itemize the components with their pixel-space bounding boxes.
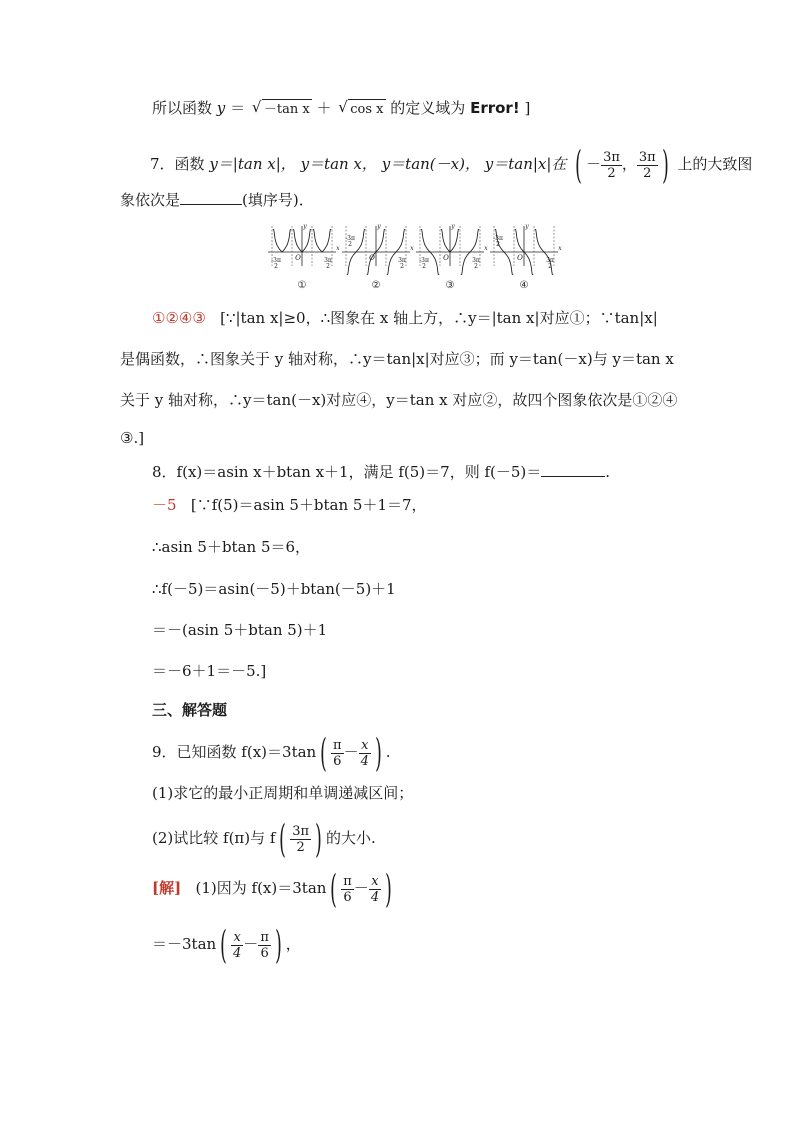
tick-label-right: 3π: [398, 257, 406, 264]
frac-pi-6: $\frac{\pi}{6}$: [343, 873, 352, 905]
answer-7-text-2: 是偶函数，∴图象关于 y 轴对称，∴y＝tan|x|对应③；而 y＝tan(－x)与 y＝tan x: [120, 350, 674, 368]
tick-den-right: 2: [400, 263, 404, 270]
answer-8-line-4: [152, 620, 327, 640]
tick-label-left: -3π: [271, 257, 281, 264]
answer-blank-8: [541, 462, 605, 477]
question-8-line: [152, 462, 610, 482]
answer-7-key: ①②④③: [152, 309, 206, 327]
tick-label-right: 3π: [324, 257, 332, 264]
y-axis-label: y: [525, 223, 529, 230]
frac-x-4: $\frac{x}{4}$: [370, 873, 380, 905]
var-y: y: [216, 99, 226, 117]
q8-text: 8．f(x)＝asin x＋btan x＋1，满足 f(5)＝7，则 f(－5)＝: [152, 463, 542, 481]
paren-left: (: [575, 143, 582, 187]
section-3-heading: 三、解答题: [152, 701, 228, 719]
text: 所以函数: [152, 99, 213, 117]
origin-label: O: [369, 254, 375, 262]
question-7-line-1: 7．函数 y＝|tan x|， y＝tan x， y＝tan(－x)， y＝tan|x|在 ( － $\frac{3\pi}{2}$ ， $\frac{3\pi}{2}$ ) 上的大致图: [150, 143, 753, 187]
eq: ＝: [230, 99, 246, 117]
paren-right: ): [315, 817, 322, 861]
y-axis-label: y: [451, 223, 455, 230]
paren-right: ): [661, 143, 669, 187]
tick-label-left: -3π: [493, 235, 503, 242]
question-9-part-2: (2)试比较 f(π)与 f ( $\frac{3\pi}{2}$ ) 的大小.: [152, 817, 376, 861]
graph-label-3: ③: [445, 280, 455, 291]
text: 的定义域为: [390, 99, 466, 117]
tick-den-right: 2: [326, 263, 330, 270]
q7-line2a: 象依次是: [120, 191, 181, 209]
tick-den-right: 2: [548, 263, 552, 270]
paren-left: (: [279, 817, 287, 861]
minus: －: [586, 155, 602, 173]
answer-8-text-1: [∵f(5)＝asin 5＋btan 5＋1＝7，: [190, 496, 427, 514]
origin-label: O: [295, 254, 301, 262]
answer-8-line-1: [152, 495, 427, 515]
f1: y＝|tan x|，: [209, 155, 296, 173]
q9-stem-a: 9．已知函数 f(x)＝3tan: [152, 743, 317, 761]
x-axis-label: x: [336, 245, 340, 252]
answer-7-line-3: [120, 390, 677, 410]
tick-den-left: 2: [348, 241, 352, 248]
f2: y＝tan x，: [300, 155, 377, 173]
paren-right: ): [374, 731, 382, 775]
paren-left: (: [220, 923, 227, 967]
x-axis-label: x: [484, 245, 488, 252]
answer-8-line-3: [152, 579, 396, 599]
answer-7-line-4: [120, 428, 144, 448]
paren-left: (: [330, 867, 338, 911]
q8-end: .: [605, 463, 611, 481]
question-9-stem: 9．已知函数 f(x)＝3tan ( $\frac{\pi}{6}$ － $\frac{x}{4}$ ) .: [152, 731, 391, 775]
answer-8-text-4: ＝－(asin 5＋btan 5)＋1: [152, 621, 328, 639]
q7-line2b: (填序号)．: [242, 191, 314, 209]
answer-8-text-2: ∴asin 5＋btan 5＝6，: [152, 538, 311, 556]
frac-3pi-2: $\frac{3\pi}{2}$: [638, 149, 656, 181]
q7-graphs-figure: [264, 222, 560, 292]
tick-label-left: -3π: [345, 235, 355, 242]
paren-right: ): [385, 867, 392, 911]
answer-7-text-4: ③.]: [120, 429, 145, 447]
domain-conclusion-line: [152, 98, 530, 120]
frac-pi-6: $\frac{\pi}{6}$: [333, 737, 342, 769]
x-axis-label: x: [558, 245, 562, 252]
origin-label: O: [443, 254, 449, 262]
answer-7-line-1: [152, 308, 658, 328]
graphs-svg: [264, 222, 560, 292]
tick-label-right: 3π: [472, 257, 480, 264]
answer-8-line-5: [152, 661, 266, 681]
solution-9-line-2: ＝－3tan ( $\frac{x}{4}$ － $\frac{\pi}{6}$ ) ，: [152, 923, 301, 967]
sqrt-neg-tan: √ －tan x: [262, 99, 312, 120]
answer-7-line-2: [120, 349, 674, 369]
error-text: Error!: [470, 99, 520, 117]
frac-x-4: $\frac{x}{4}$: [360, 737, 369, 769]
answer-8-key: －5: [152, 496, 177, 514]
question-7-line-2: [120, 190, 314, 210]
answer-8-text-3: ∴f(－5)＝asin(－5)＋btan(－5)＋1: [152, 580, 396, 598]
y-axis-label: y: [303, 223, 307, 230]
bracket-end: ]: [524, 99, 531, 117]
q7-number: 7．函数: [150, 155, 205, 173]
answer-7-text-3: 关于 y 轴对称，∴y＝tan(－x)对应④，y＝tan x 对应②，故四个图象依次是①②④: [120, 391, 678, 409]
frac-pi-6: $\frac{\pi}{6}$: [260, 929, 269, 961]
question-9-part-1: (1)求它的最小正周期和单调递减区间；: [152, 784, 414, 802]
answer-blank: [180, 190, 242, 205]
tick-den-left: 2: [496, 241, 500, 248]
tick-den-left: 2: [422, 263, 426, 270]
x-axis-label: x: [410, 245, 414, 252]
graph-label-1: ①: [297, 280, 307, 291]
solution-tag: [解]: [152, 879, 182, 897]
paren-right: ): [274, 923, 282, 967]
y-axis-label: y: [377, 223, 381, 230]
answer-8-line-2: [152, 537, 310, 557]
tick-label-right: 3π: [546, 257, 554, 264]
f4: y＝tan|x|在: [484, 155, 567, 173]
q7-after: 上的大致图: [677, 155, 753, 173]
tick-den-left: 2: [274, 263, 278, 270]
tick-den-right: 2: [474, 263, 478, 270]
answer-7-text-1: [∵|tan x|≥0，∴图象在 x 轴上方，∴y＝|tan x|对应①；∵tan|x|: [220, 309, 658, 327]
tick-label-left: -3π: [419, 257, 429, 264]
answer-8-text-5: ＝－6＋1＝－5.]: [152, 662, 267, 680]
plus: ＋: [316, 99, 332, 117]
frac-neg-3pi-2: $\frac{3\pi}{2}$: [603, 149, 620, 181]
frac-x-4: $\frac{x}{4}$: [233, 929, 242, 961]
graph-label-2: ②: [371, 280, 381, 291]
paren-left: (: [320, 731, 327, 775]
f3: y＝tan(－x)，: [381, 155, 480, 173]
frac-3pi-2: $\frac{3\pi}{2}$: [292, 823, 310, 855]
graph-label-4: ④: [519, 280, 529, 291]
origin-label: O: [517, 254, 523, 262]
solution-9-line-1: [解] (1)因为 f(x)＝3tan ( $\frac{\pi}{6}$ － $\frac{x}{4}$ ): [152, 867, 392, 911]
sqrt-cos: √ cos x: [348, 99, 385, 120]
